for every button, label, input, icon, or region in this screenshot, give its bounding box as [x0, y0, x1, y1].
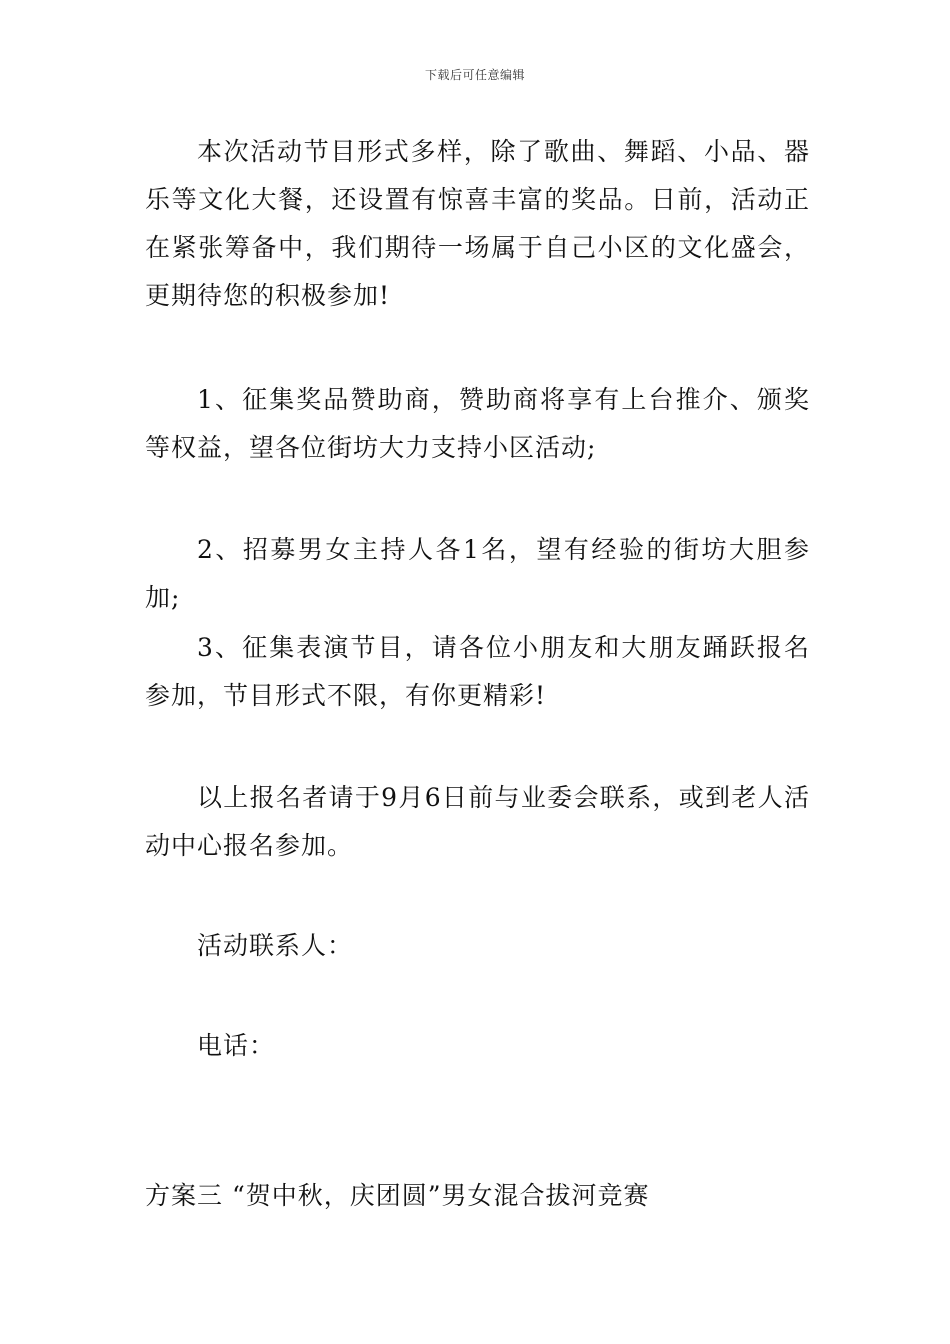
paragraph-activity-intro: 本次活动节目形式多样，除了歌曲、舞蹈、小品、器乐等文化大餐，还设置有惊喜丰富的奖品。日前，活动正在紧张筹备中，我们期待一场属于自己小区的文化盛会，更期待您的积极参加!	[145, 137, 810, 310]
paragraph-phone: 电话：	[197, 1031, 276, 1060]
section-heading: 方案三 “贺中秋，庆团圆”男女混合拔河竞赛	[145, 1181, 650, 1210]
paragraph-item-3-performances: 3、征集表演节目，请各位小朋友和大朋友踊跃报名参加，节目形式不限，有你更精彩!	[145, 633, 810, 710]
paragraph-contact-person: 活动联系人：	[197, 931, 354, 960]
page-header: 下载后可任意编辑	[424, 68, 525, 82]
paragraph-registration-info: 以上报名者请于9月6日前与业委会联系，或到老人活动中心报名参加。	[145, 783, 810, 860]
paragraph-item-2-hosts: 2、招募男女主持人各1名，望有经验的街坊大胆参加;	[145, 535, 810, 612]
paragraph-item-1-sponsors: 1、征集奖品赞助商，赞助商将享有上台推介、颁奖等权益，望各位街坊大力支持小区活动;	[145, 385, 810, 462]
